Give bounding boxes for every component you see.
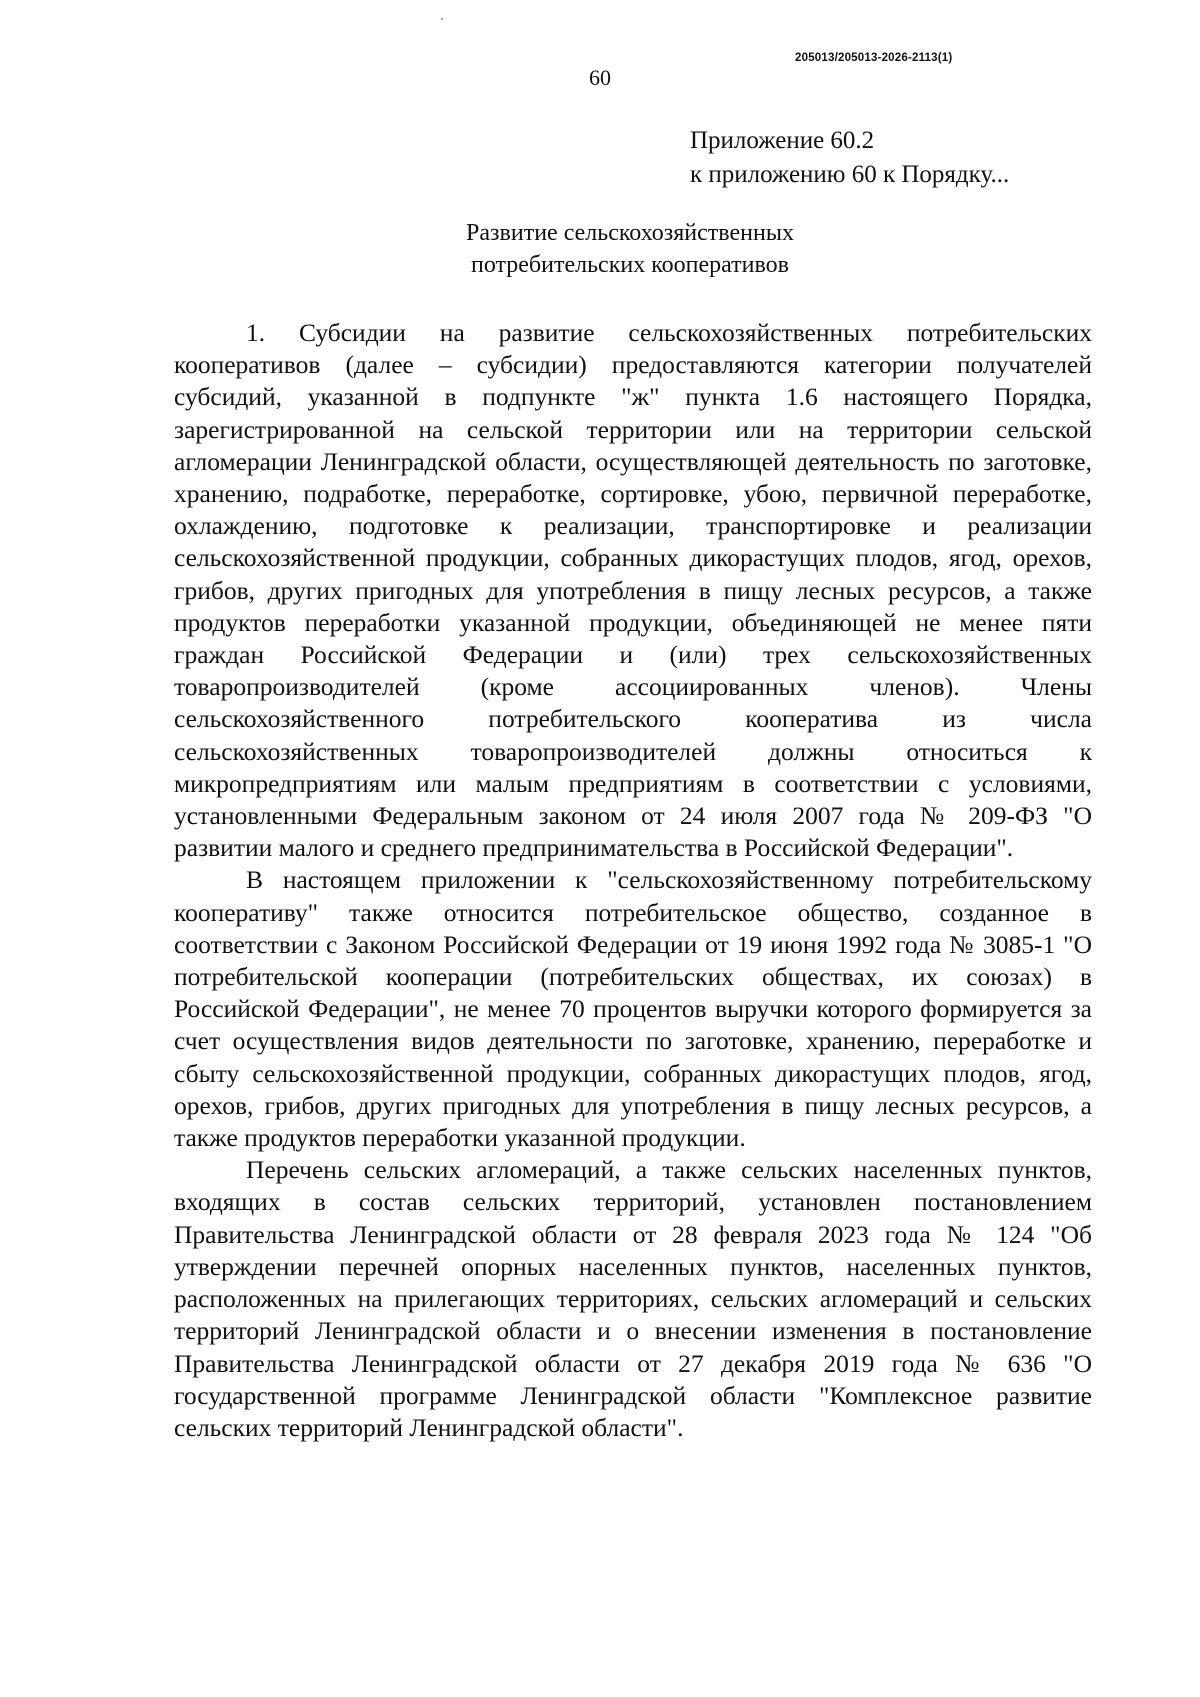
annex-reference [690,124,1130,192]
document-body [174,317,1092,1444]
paragraph-1: 1. Субсидии на развитие сельскохозяйственных потребительских кооперативов (далее – субсидии) предоставляются категории получателей субсидий, указанной в подпункте "ж" пункта 1.6 настоящего Порядка, зарегистрированной на сельской территории или на территории сельской агломерации Ленинградской области, осуществляющей деятельность по заготовке, хранению, подработке, переработке, сортировке, убою, первичной переработке, охлаждению, подготовке к реализации, транспортировке и реализации сельскохозяйственной продукции, собранных дикорастущих плодов, ягод, орехов, грибов, других пригодных для употребления в пищу лесных ресурсов, а также продуктов переработки указанной продукции, объединяющей не менее пяти граждан Российской Федерации и (или) трех сельскохозяйственных товаропроизводителей (кроме ассоциированных членов). Члены сельскохозяйственного потребительского кооператива из числа сельскохозяйственных товаропроизводителей должны относиться к микропредприятиям или малым предприятиям в соответствии с условиями, установленными Федеральным законом от 24 июля 2007 года № 209-ФЗ "О развитии малого и среднего предпринимательства в Российской Федерации". [174,318,1092,863]
annex-line-2: к приложению 60 к Порядку... [690,161,1010,188]
title-line-1: Развитие сельскохозяйственных [466,220,794,246]
annex-line-1: Приложение 60.2 [690,127,875,154]
scan-speck [441,18,443,20]
paragraph-3: Перечень сельских агломераций, а также сельских населенных пунктов, входящих в состав сельских территорий, установлен постановлением Правительства Ленинградской области от 28 февраля 2023 года № 124 "Об утверждении перечней опорных населенных пунктов, населенных пунктов, расположенных на прилегающих территориях, сельских агломераций и сельских территорий Ленинградской области и о внесении изменения в постановление Правительства Ленинградской области от 27 декабря 2019 года № 636 "О государственной программе Ленинградской области "Комплексное развитие сельских территорий Ленинградской области". [174,1155,1092,1442]
document-id: 205013/205013-2026-2113(1) [795,52,953,64]
document-title [170,217,1090,281]
title-line-2: потребительских кооперативов [470,252,790,278]
paragraph-2: В настоящем приложении к "сельскохозяйственному потребительскому кооперативу" также относится потребительское общество, созданное в соответствии с Законом Российской Федерации от 19 июня 1992 года № 3085-1 "О потребительской кооперации (потребительских обществах, их союзах) в Российской Федерации", не менее 70 процентов выручки которого формируется за счет осуществления видов деятельности по заготовке, хранению, переработке и сбыту сельскохозяйственной продукции, собранных дикорастущих плодов, ягод, орехов, грибов, других пригодных для употребления в пищу лесных ресурсов, а также продуктов переработки указанной продукции. [174,865,1092,1153]
page-number: 60 [589,65,611,90]
